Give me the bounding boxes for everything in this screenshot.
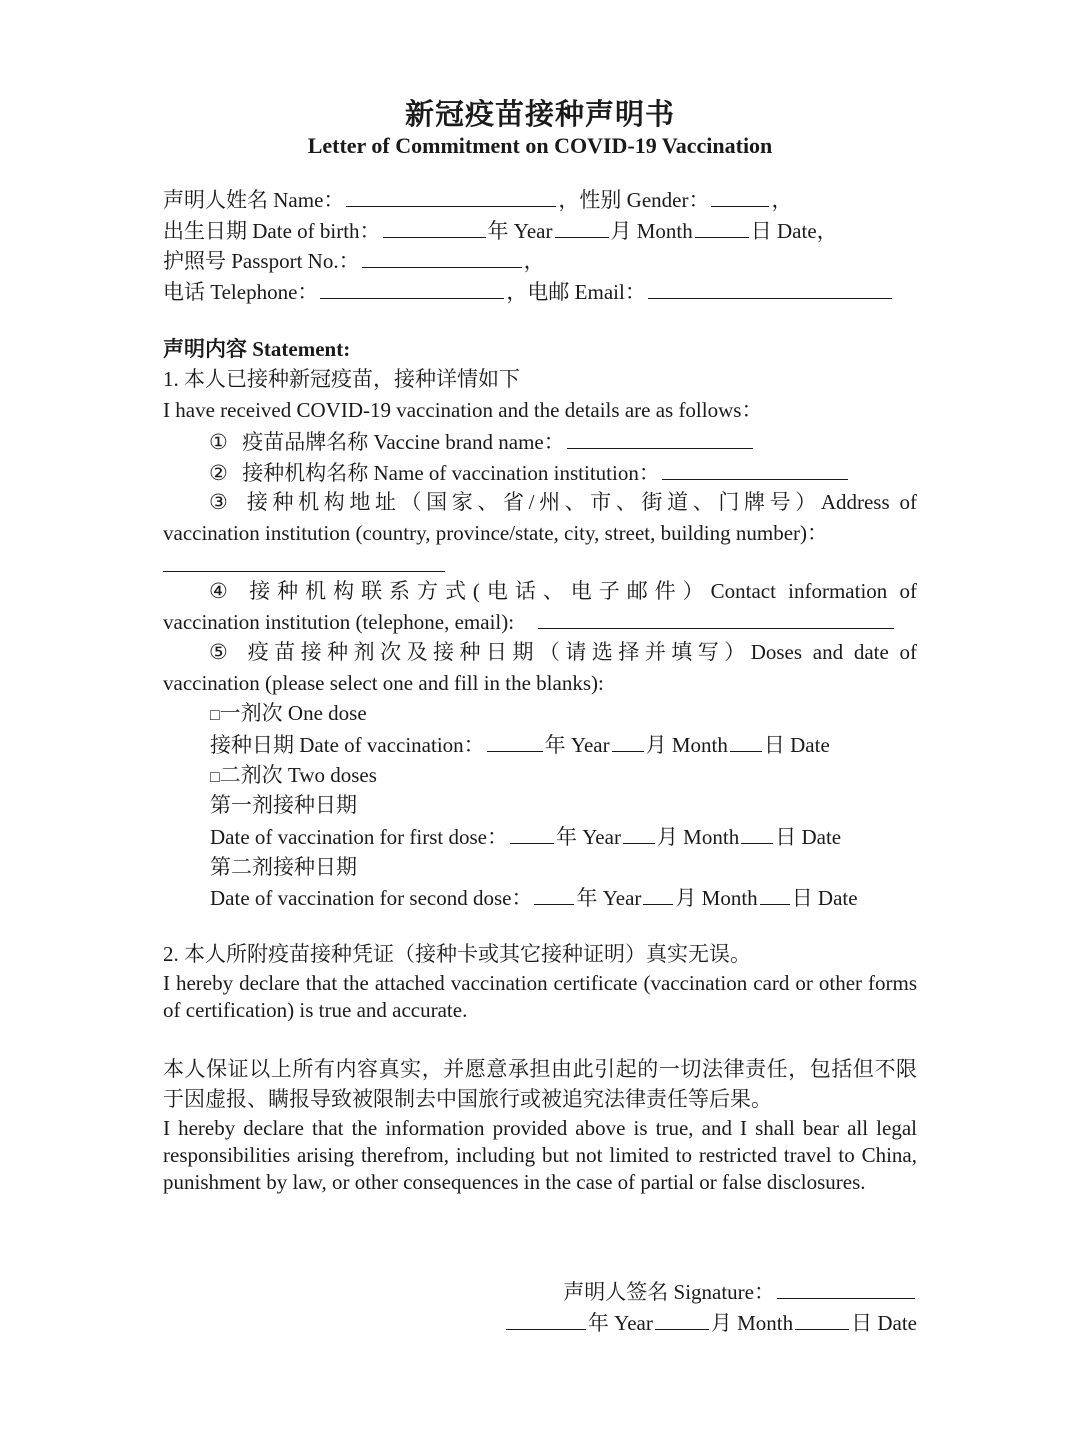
item1-chinese: 1. 本人已接种新冠疫苗，接种详情如下 <box>163 367 520 392</box>
title-chinese: 新冠疫苗接种声明书 <box>404 99 675 131</box>
second-dose-month-blank[interactable] <box>643 882 673 905</box>
sub2-line <box>163 457 917 488</box>
one-dose-year-blank[interactable] <box>487 729 543 752</box>
one-dose-month-blank[interactable] <box>612 729 644 752</box>
email-blank[interactable] <box>648 276 892 299</box>
institution-name-label: 接种机构名称 Name of vaccination institution： <box>242 460 660 485</box>
sub1-line <box>163 426 917 457</box>
first-dose-month-blank[interactable] <box>623 821 655 844</box>
signature-year-blank[interactable] <box>506 1307 586 1330</box>
item1-english: I have received COVID-19 vaccination and the details are as follows： <box>163 398 763 423</box>
two-doses-label: 二剂次 Two doses <box>219 762 377 787</box>
month-label: 月 Month <box>710 1311 794 1335</box>
day-label: 日 Date， <box>750 218 838 243</box>
institution-contact-blank[interactable] <box>538 606 894 629</box>
year-label: 年 Year <box>587 1311 653 1335</box>
vaccination-date-label: 接种日期 Date of vaccination： <box>210 733 485 757</box>
first-dose-zh: 第一剂接种日期 <box>210 793 357 818</box>
checkbox-icon[interactable]: □ <box>210 707 220 725</box>
doses-label: 疫苗接种剂次及接种日期（请选择并填写）Doses and date of <box>247 639 918 664</box>
passport-blank[interactable] <box>362 245 522 268</box>
telephone-blank[interactable] <box>320 276 504 299</box>
one-dose-option[interactable] <box>163 698 917 729</box>
signature-line <box>563 1276 917 1308</box>
name-blank[interactable] <box>346 184 556 207</box>
title-english: Letter of Commitment on COVID-19 Vaccination <box>307 133 773 158</box>
second-dose-label: Date of vaccination for second dose： <box>210 886 533 911</box>
first-dose-date-line <box>163 821 917 852</box>
year-label: 年 Year <box>555 825 621 850</box>
institution-contact-label: 接种机构联系方式(电话、电子邮件）Contact information of <box>249 578 917 603</box>
sub3-line <box>163 487 917 518</box>
sub3-line-2: vaccination institution (country, province/state, city, street, building number)： <box>163 520 829 545</box>
second-dose-day-blank[interactable] <box>760 882 790 905</box>
address-blank-line <box>163 549 917 576</box>
dob-line <box>163 215 917 246</box>
vaccine-brand-label: 疫苗品牌名称 Vaccine brand name： <box>242 429 565 454</box>
item2-english: I hereby declare that the attached vaccination certificate (vaccination card or other forms of certification) is true and accurate. <box>163 970 917 1022</box>
name-label: 声明人姓名 Name： <box>163 188 345 212</box>
circle-number: ④ <box>209 578 228 603</box>
sub5-line-2: vaccination (please select one and fill in the blanks): <box>163 670 604 695</box>
month-label: 月 Month <box>645 733 728 757</box>
one-dose-label: 一剂次 One dose <box>219 701 367 726</box>
first-dose-label: Date of vaccination for first dose： <box>210 825 508 850</box>
one-dose-day-blank[interactable] <box>730 729 762 752</box>
day-label: 日 Date <box>763 733 830 757</box>
guarantee-chinese: 本人保证以上所有内容真实，并愿意承担由此引起的一切法律责任，包括但不限于因虚报、瞒报导致被限制去中国旅行或被追究法律责任等后果。 <box>163 1056 917 1112</box>
dob-day-blank[interactable] <box>695 215 749 238</box>
month-label: 月 Month <box>656 825 740 850</box>
year-label: 年 Year <box>576 886 642 911</box>
month-label: 月 Month <box>675 886 758 911</box>
signature-day-blank[interactable] <box>795 1307 849 1330</box>
signature-date-line <box>504 1307 917 1339</box>
statement-heading: 声明内容 Statement: <box>163 336 351 361</box>
form-body <box>163 184 917 1196</box>
institution-address-label: 接种机构地址（国家、省/州、市、街道、门牌号）Address of <box>246 490 918 515</box>
checkbox-icon[interactable]: □ <box>210 768 220 786</box>
institution-contact-label-2: vaccination institution (telephone, email): <box>163 610 515 635</box>
vaccine-brand-blank[interactable] <box>567 426 753 449</box>
dob-month-blank[interactable] <box>555 215 609 238</box>
circle-number: ② <box>209 460 228 485</box>
gender-label: ，性别 Gender： <box>558 188 710 212</box>
month-label: 月 Month <box>610 218 693 243</box>
first-dose-year-blank[interactable] <box>510 821 554 844</box>
day-label: 日 Date <box>791 886 858 911</box>
telephone-label: 电话 Telephone： <box>163 280 319 305</box>
circle-number: ③ <box>209 490 228 515</box>
name-gender-line <box>163 184 917 215</box>
second-dose-date-line <box>163 882 917 913</box>
circle-number: ① <box>209 429 228 454</box>
sub4-line <box>163 576 917 607</box>
comma: ， <box>771 188 793 212</box>
dob-label: 出生日期 Date of birth： <box>163 218 381 243</box>
second-dose-year-blank[interactable] <box>534 882 574 905</box>
sub4-line-2 <box>163 606 917 637</box>
item2-chinese: 2. 本人所附疫苗接种凭证（接种卡或其它接种证明）真实无误。 <box>163 942 751 967</box>
comma: ， <box>523 249 545 274</box>
contact-line <box>163 276 917 307</box>
year-label: 年 Year <box>487 218 553 243</box>
institution-name-blank[interactable] <box>662 457 848 480</box>
guarantee-english: I hereby declare that the information provided above is true, and I shall bear all legal responsibilities arising therefrom, including but not limited to restricted travel to China, punishment by law, or other consequences in the case of partial or false disclosures. <box>163 1115 917 1194</box>
first-dose-day-blank[interactable] <box>741 821 773 844</box>
one-dose-date-line <box>163 729 917 760</box>
two-doses-option[interactable] <box>163 760 917 791</box>
year-label: 年 Year <box>544 733 610 757</box>
email-label: ，电邮 Email： <box>506 280 646 305</box>
sub5-line <box>163 637 917 668</box>
signature-month-blank[interactable] <box>655 1307 709 1330</box>
signature-label: 声明人签名 Signature： <box>563 1280 775 1304</box>
signature-blank[interactable] <box>777 1276 915 1299</box>
day-label: 日 Date <box>775 825 842 850</box>
circle-number: ⑤ <box>209 639 228 664</box>
address-blank[interactable] <box>163 549 445 572</box>
gender-blank[interactable] <box>711 184 769 207</box>
second-dose-zh: 第二剂接种日期 <box>210 854 357 879</box>
passport-line <box>163 245 917 276</box>
day-label: 日 Date <box>851 1311 917 1335</box>
passport-label: 护照号 Passport No.： <box>163 249 360 274</box>
dob-year-blank[interactable] <box>383 215 486 238</box>
